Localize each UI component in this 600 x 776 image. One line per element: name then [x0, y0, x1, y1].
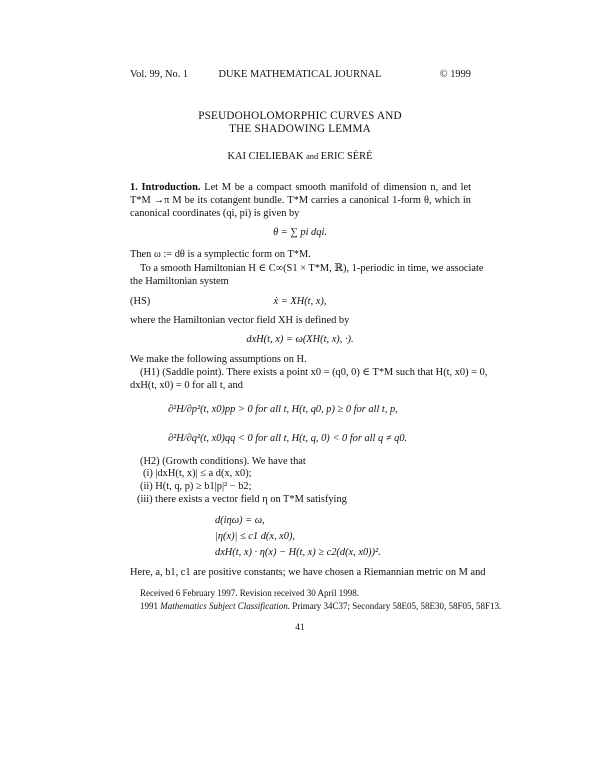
- msc-codes: Primary 34C37; Secondary 58E05, 58E30, 58F05, 58F13.: [292, 601, 502, 611]
- intro-line-3: canonical coordinates (qi, pi) is given by: [130, 208, 300, 219]
- h1-line-1: (H1) (Saddle point). There exists a point x0 = (q0, 0) ∈ T*M such that H(t, x0) = 0,: [140, 367, 488, 378]
- author-1: KAI CIELIEBAK: [227, 151, 304, 162]
- h2-item-ii: (ii) H(t, q, p) ≥ b1|p|² − b2;: [140, 481, 252, 492]
- vector-field-line: where the Hamiltonian vector field XH is defined by: [130, 315, 350, 326]
- msc-label: Mathematics Subject Classification.: [160, 601, 290, 611]
- intro-line-1: [130, 181, 471, 194]
- msc-note: [140, 600, 501, 613]
- hamiltonian-system-line: the Hamiltonian system: [130, 276, 229, 287]
- received-note: Received 6 February 1997. Revision received 30 April 1998.: [140, 588, 359, 598]
- msc-year: 1991: [140, 601, 158, 611]
- paper-title-line-1: PSEUDOHOLOMORPHIC CURVES AND: [198, 110, 402, 122]
- authors-and: and: [306, 152, 319, 161]
- copyright-year: © 1999: [439, 69, 471, 80]
- assumptions-line: We make the following assumptions on H.: [130, 354, 307, 365]
- equation-theta: θ = ∑ pi dqi.: [273, 227, 327, 238]
- h2-item-iii: (iii) there exists a vector field η on T*M satisfying: [137, 494, 347, 505]
- symplectic-line: Then ω := dθ is a symplectic form on T*M.: [130, 249, 311, 260]
- section-heading: 1. Introduction.: [130, 182, 201, 193]
- condition-eta-1: d(iηω) = ω,: [215, 515, 265, 526]
- constants-line: Here, a, b1, c1 are positive constants; we have chosen a Riemannian metric on M and: [130, 567, 486, 578]
- h1-condition-2: ∂²H/∂q²(t, x0)qq < 0 for all t, H(t, q, 0) < 0 for all q ≠ q0.: [168, 433, 408, 444]
- h1-condition-1: ∂²H/∂p²(t, x0)pp > 0 for all t, H(t, q0, p) ≥ 0 for all t, p,: [168, 404, 398, 415]
- equation-hs: ẋ = XH(t, x),: [273, 296, 327, 307]
- condition-eta-3: dxH(t, x) · η(x) − H(t, x) ≥ c2(d(x, x0))².: [215, 547, 381, 558]
- journal-name: DUKE MATHEMATICAL JOURNAL: [218, 69, 382, 80]
- paper-title-line-2: THE SHADOWING LEMMA: [229, 123, 371, 135]
- h1-line-2: dxH(t, x0) = 0 for all t, and: [130, 380, 243, 391]
- volume-number: Vol. 99, No. 1: [130, 69, 189, 80]
- intro-sentence-1: Let M be a compact smooth manifold of dimension n, and let: [204, 182, 471, 193]
- page-number: 41: [295, 623, 305, 633]
- h2-heading: (H2) (Growth conditions). We have that: [140, 456, 306, 467]
- author-2: ERIC SÉRÉ: [320, 151, 373, 162]
- hamiltonian-line: To a smooth Hamiltonian H ∈ C∞(S1 × T*M, ℝ), 1-periodic in time, we associate: [140, 263, 484, 274]
- intro-line-2: T*M →π M be its cotangent bundle. T*M carries a canonical 1-form θ, which in: [130, 195, 471, 206]
- equation-label-hs: (HS): [130, 296, 151, 307]
- authors: [0, 150, 600, 163]
- h2-item-i: (i) |dxH(t, x)| ≤ a d(x, x0);: [143, 468, 252, 479]
- condition-eta-2: |η(x)| ≤ c1 d(x, x0),: [215, 531, 296, 542]
- equation-vector-field: dxH(t, x) = ω(XH(t, x), ·).: [246, 334, 354, 345]
